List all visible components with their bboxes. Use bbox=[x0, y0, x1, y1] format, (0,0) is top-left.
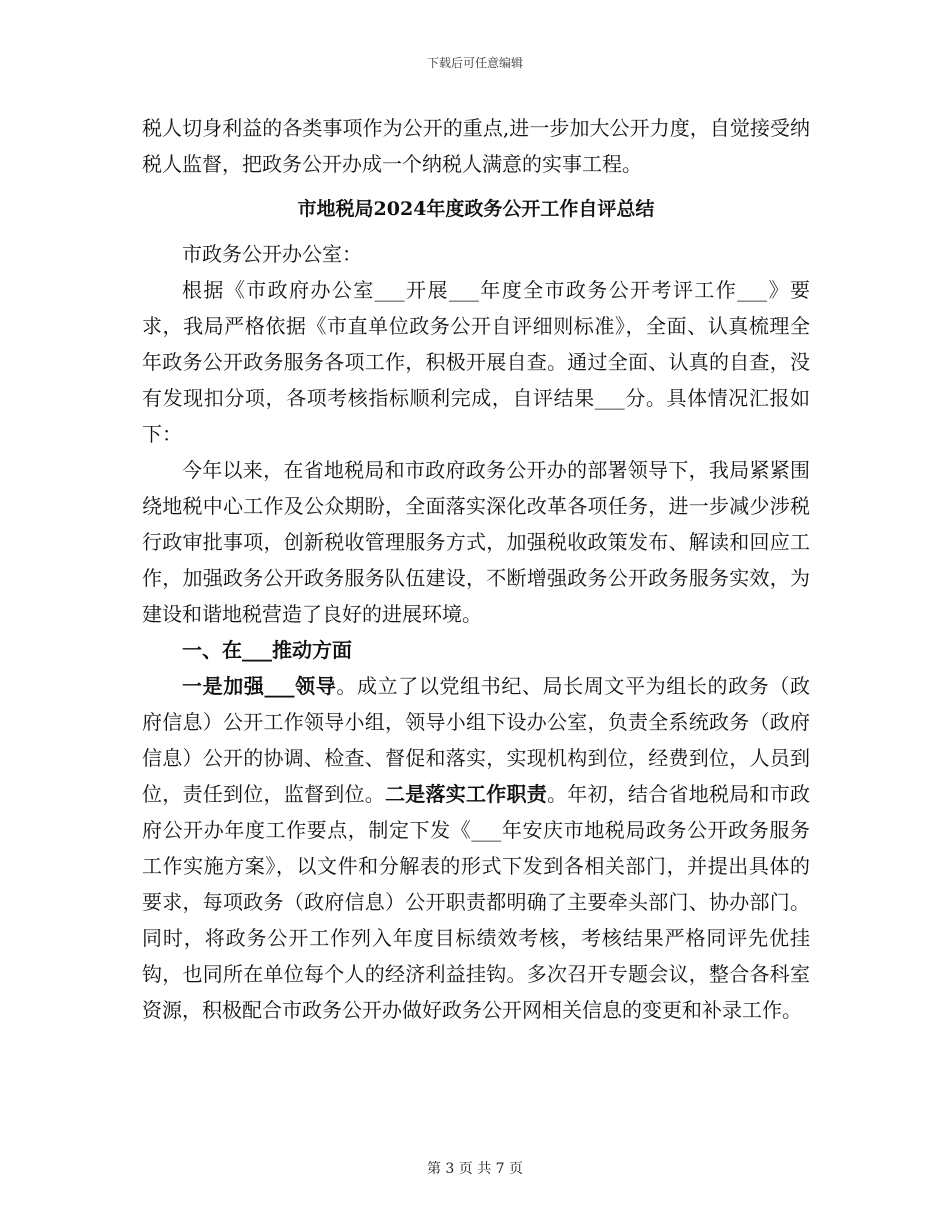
lead-point-1: 一是加强___领导 bbox=[182, 674, 337, 698]
page-number: 第 3 页 共 7 页 bbox=[426, 1161, 524, 1177]
section-heading-1: 一、在___推动方面 bbox=[182, 638, 352, 662]
document-title: 市地税局2024年度政务公开工作自评总结 bbox=[297, 198, 655, 220]
point-2-body: 。年初，结合省地税局和市政府公开办年度工作要点，制定下发《___年安庆市地税局政务公开政务服务工作实施方案》，以文件和分解表的形式下发到各相关部门，并提出具体的要求，每项政务（政府信息）公开职责都明确了主要牵头部门、协办部门。同时，将政务公开工作列入年度目标绩效考核，考核结果严格同评先优挂钩，也同所在单位每个人的经济利益挂钩。多次召开专题会议，整合各科室资源，积极配合市政务公开办做好政务公开网相关信息的变更和补录工作。 bbox=[142, 782, 810, 1022]
lead-point-2: 二是落实工作职责 bbox=[385, 782, 547, 806]
paragraph-overview: 今年以来，在省地税局和市政府政务公开办的部署领导下，我局紧紧围绕地税中心工作及公众期盼，全面落实深化改革各项任务，进一步减少涉税行政审批事项，创新税收管理服务方式，加强税收政策发布、解读和回应工作，加强政务公开政务服务队伍建设，不断增强政务公开政务服务实效，为建设和谐地税营造了良好的进展环境。 bbox=[142, 458, 810, 626]
point-1-body: 。成立了以党组书纪、局长周文平为组长的政务（政府信息）公开工作领导小组，领导小组下设办公室，负责全系统政务（政府信息）公开的协调、检查、督促和落实，实现机构到位，经费到位，人员到位，责任到位，监督到位。 bbox=[142, 674, 811, 806]
document-body bbox=[142, 110, 810, 1028]
salutation: 市政务公开办公室： bbox=[182, 242, 362, 266]
paragraph-continued: 税人切身利益的各类事项作为公开的重点,进一步加大公开力度，自觉接受纳税人监督，把政务公开办成一个纳税人满意的实事工程。 bbox=[142, 116, 810, 176]
page-header: 下载后可任意编辑 bbox=[426, 56, 523, 70]
paragraph-leadership bbox=[142, 668, 810, 1028]
paragraph-basis: 根据《市政府办公室___开展___年度全市政务公开考评工作___》要求，我局严格依据《市直单位政务公开自评细则标准》，全面、认真梳理全年政务公开政务服务各项工作，积极开展自查。通过全面、认真的自查，没有发现扣分项，各项考核指标顺利完成，自评结果___分。具体情况汇报如下： bbox=[142, 278, 810, 446]
